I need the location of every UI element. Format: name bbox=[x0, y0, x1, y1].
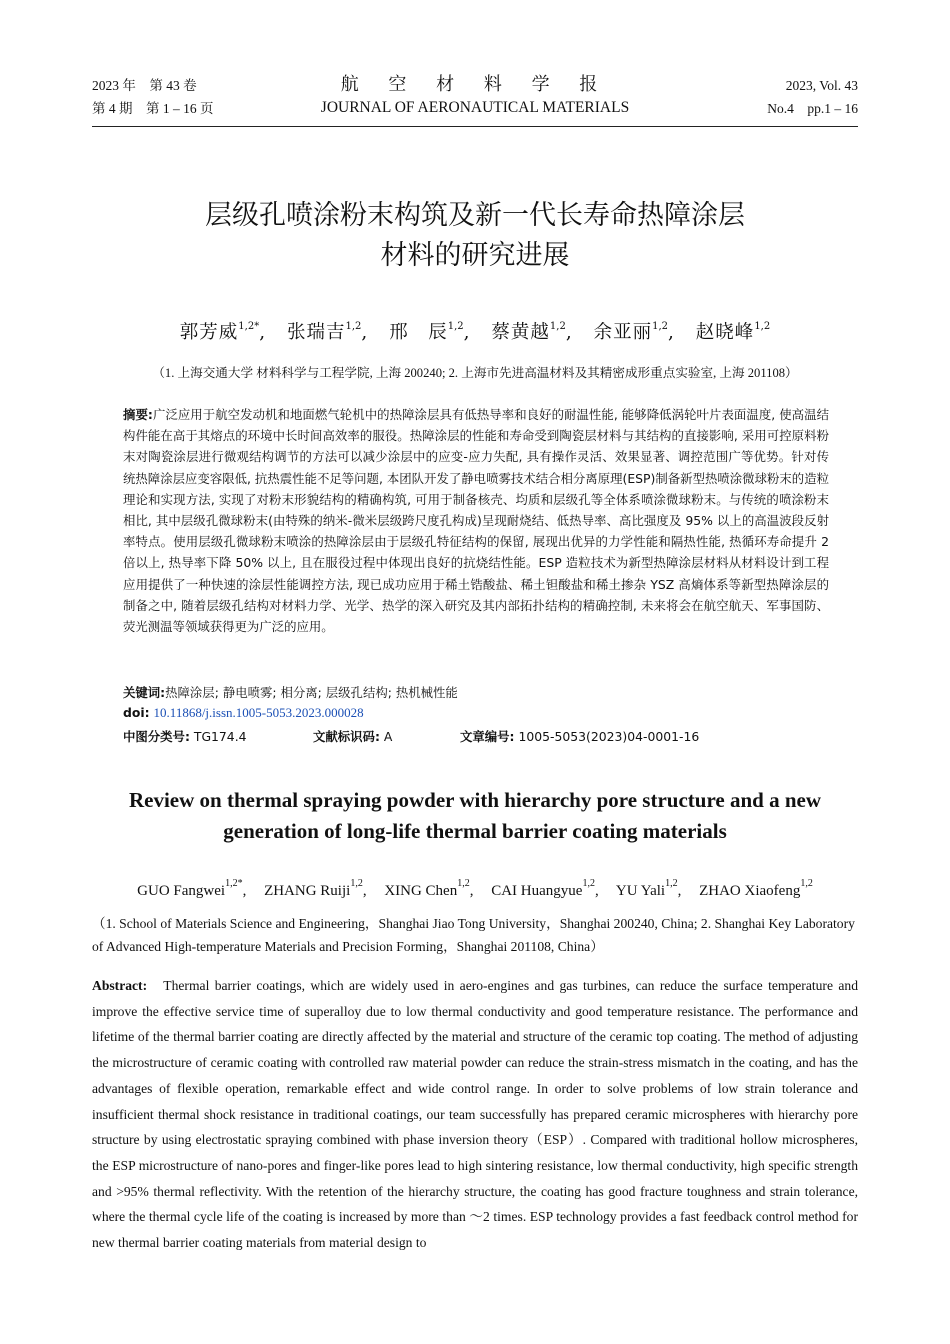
article-number: 文章编号: 1005-5053(2023)04-0001-16 bbox=[460, 729, 700, 744]
header-pages-cn: 第 4 期 第 1 – 16 页 bbox=[92, 101, 214, 116]
author-list-en: GUO Fangwei$^{1,2*}$, ZHANG Ruiji$^{1,2}$, XING Chen$^{1,2}$, CAI Huangyue$^{1,2}$, YU Yali$^{1,2}$, ZHAO Xiaofeng$^{1,2}$ bbox=[137, 878, 813, 899]
author-cn: 蔡黄越$^{1,2}$ bbox=[491, 321, 566, 343]
author-en: GUO Fangwei$^{1,2*}$ bbox=[137, 878, 243, 899]
abstract-label-en: Abstract: bbox=[92, 978, 148, 993]
running-header bbox=[92, 74, 858, 124]
author-cn: 邢 辰$^{1,2}$ bbox=[389, 321, 464, 343]
header-issue-en bbox=[767, 74, 858, 120]
author-cn: 余亚丽$^{1,2}$ bbox=[593, 321, 669, 343]
paper-title-cn-line1: 层级孔喷涂粉末构筑及新一代长寿命热障涂层 bbox=[205, 200, 745, 231]
header-divider bbox=[92, 126, 858, 127]
paper-title-en-line1: Review on thermal spraying powder with hierarchy pore structure and a new bbox=[128, 788, 821, 812]
abstract-en bbox=[92, 973, 858, 1256]
journal-name-cn: 航 空 材 料 学 报 bbox=[340, 74, 610, 95]
affiliation-en: （1. School of Materials Science and Engineering，Shanghai Jiao Tong University，Shanghai 200240, China; 2. Shanghai Key Laboratory of Advanced High-temperature Materials and Precision Forming，Shanghai 201108, China） bbox=[92, 916, 855, 954]
clc-code: 中图分类号: TG174.4 bbox=[123, 729, 247, 744]
author-cn: 赵晓峰$^{1,2}$ bbox=[695, 321, 771, 343]
doi-line bbox=[123, 705, 364, 721]
header-pages-en: No.4 pp.1 – 16 bbox=[767, 101, 858, 116]
author-en: CAI Huangyue$^{1,2}$ bbox=[491, 878, 595, 899]
keywords-text-cn: 热障涂层; 静电喷雾; 相分离; 层级孔结构; 热机械性能 bbox=[165, 685, 458, 700]
classification-line bbox=[123, 727, 829, 745]
author-list-cn: 郭芳威$^{1,2*}$, 张瑞吉$^{1,2}$, 邢 辰$^{1,2}$, 蔡黄越$^{1,2}$, 余亚丽$^{1,2}$, 赵晓峰$^{1,2}$ bbox=[179, 321, 771, 343]
paper-title-en-line2: generation of long-life thermal barrier coating materials bbox=[223, 819, 727, 843]
journal-name-en: JOURNAL OF AERONAUTICAL MATERIALS bbox=[320, 99, 630, 116]
author-cn: 张瑞吉$^{1,2}$ bbox=[286, 321, 362, 343]
doi-link[interactable]: 10.11868/j.issn.1005-5053.2023.000028 bbox=[153, 705, 364, 720]
paper-title-cn-line2: 材料的研究进展 bbox=[380, 240, 570, 271]
affiliation-cn: （1. 上海交通大学 材料科学与工程学院, 上海 200240; 2. 上海市先进高温材料及其精密成形重点实验室, 上海 201108） bbox=[152, 366, 798, 380]
abstract-cn bbox=[123, 404, 829, 637]
header-volume-cn: 2023 年 第 43 卷 bbox=[92, 78, 197, 93]
header-journal bbox=[92, 74, 858, 120]
abstract-text-cn: 广泛应用于航空发动机和地面燃气轮机中的热障涂层具有低热导率和良好的耐温性能, 能够降低涡轮叶片表面温度, 使高温结构件能在高于其熔点的环境中长时间高效率的服役。热障涂层的性能和寿命受到陶瓷层材料与其结构的直接影响, 采用可控原料粉末对陶瓷涂层进行微观结构调节的方法可以减少涂层中的应变-应力失配, 具有操作灵活、效果显著、调控范围广等优势。针对传统热障涂层应变容限低, 抗热震性能不足等问题, 本团队开发了静电喷雾技术结合相分离原理(ESP)制备新型热喷涂微球粉末的造粒理论和实现方法, 实现了对粉末形貌结构的精确构筑, 可用于制备核壳、均质和层级孔等全体系喷涂微球粉末。与传统的喷涂粉末相比, 其中层级孔微球粉末(由特殊的纳米-微米层级跨尺度孔构成)呈现耐烧结、低热导率、高比强度及 95% 以上的高温波段反射率特点。使用层级孔微球粉末喷涂的热障涂层由于层级孔特征结构的保留, 展现出优异的力学性能和隔热性能, 热循环寿命提升 2 倍以上, 热导率下降 50% 以上, 且在服役过程中体现出良好的抗烧结性能。ESP 造粒技术为新型热障涂层材料从材料设计到工程应用提供了一种快速的涂层性能调控方法, 现已成功应用于稀土锆酸盐、稀土钽酸盐和稀土掺杂 YSZ 高熵体系等新型热障涂层的制备之中, 随着层级孔结构对材料力学、光学、热学的深入研究及其内部拓扑结构的精确控制, 未来将会在航空航天、军事国防、荧光测温等领域获得更为广泛的应用。 bbox=[123, 407, 829, 635]
keywords-cn bbox=[123, 683, 458, 701]
paper-title-cn bbox=[80, 196, 870, 276]
keywords-label-cn: 关键词: bbox=[123, 685, 166, 700]
header-volume-en: 2023, Vol. 43 bbox=[785, 78, 858, 93]
author-en: ZHAO Xiaofeng$^{1,2}$ bbox=[699, 878, 813, 899]
paper-title-en bbox=[60, 785, 890, 847]
doi-label: doi: bbox=[123, 705, 150, 720]
author-en: YU Yali$^{1,2}$ bbox=[615, 878, 678, 899]
author-en: XING Chen$^{1,2}$ bbox=[384, 878, 470, 899]
abstract-text-en: Thermal barrier coatings, which are widely used in aero-engines and gas turbines, can reduce the surface temperature and improve the effective service time of superalloy due to low thermal conductivity and good temperature resistance. The performance and lifetime of the thermal barrier coating are directly affected by the material and structure of the ceramic top coating. The method of adjusting the microstructure of ceramic coating with controlled raw material powder can reduce the strain-stress mismatch in the coating, and has the advantages of flexible operation, remarkable effect and wide control range. In order to solve problems of low strain tolerance and insufficient thermal shock resistance in traditional coatings, our team successfully has prepared ceramic microspheres with hierarchy pore structure by using electrostatic spraying combined with phase inversion theory（ESP）. Compared with traditional hollow microspheres, the ESP microstructure of nano-pores and finger-like pores lead to high sintering resistance, low thermal conductivity, high specific strength and >95% thermal reflectivity. With the retention of the hierarchy structure, the coating has good fracture toughness and strain tolerance, where the thermal cycle life of the coating is increased by more than ～2 times. ESP technology provides a fast feedback control method for new thermal barrier coating materials from material design to bbox=[92, 978, 858, 1251]
document-code: 文献标识码: A bbox=[313, 729, 393, 744]
author-en: ZHANG Ruiji$^{1,2}$ bbox=[264, 878, 363, 899]
abstract-label-cn: 摘要: bbox=[123, 407, 153, 422]
author-cn: 郭芳威$^{1,2*}$ bbox=[179, 321, 260, 343]
